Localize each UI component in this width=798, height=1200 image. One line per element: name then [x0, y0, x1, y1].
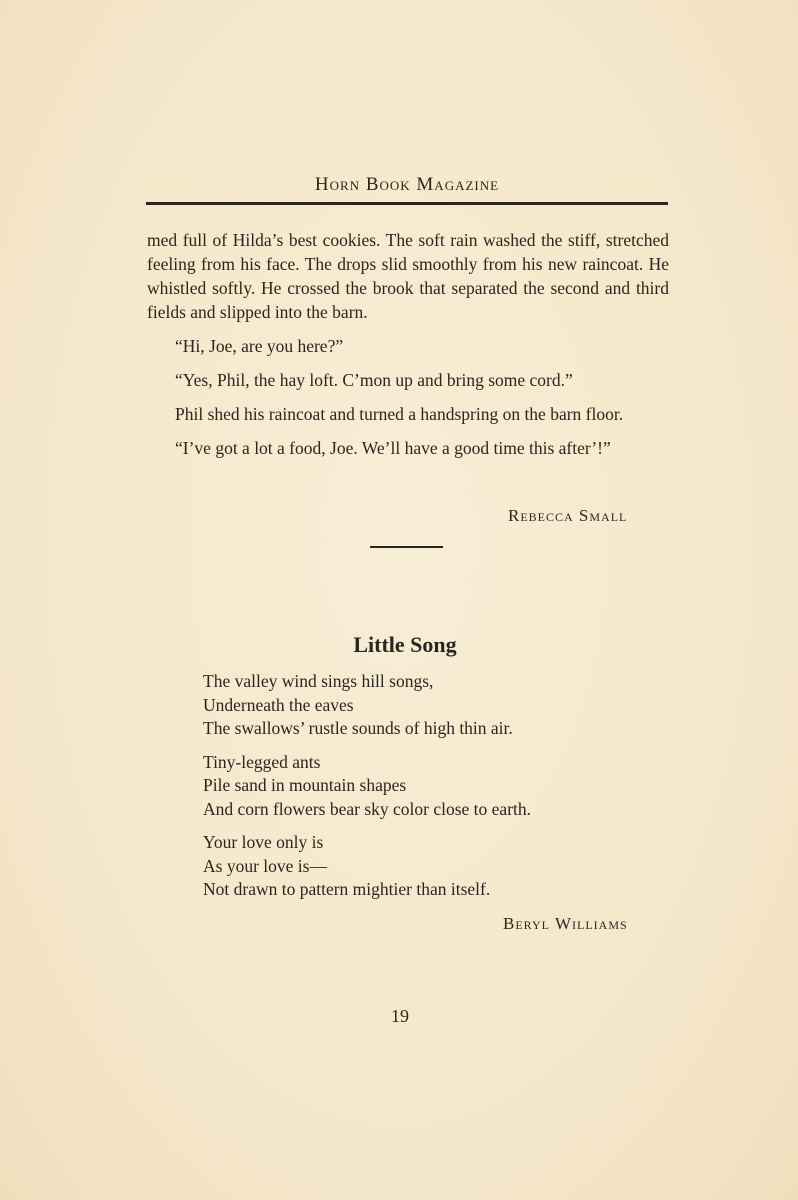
poem-title: Little Song	[353, 632, 457, 657]
poem-line: The valley wind sings hill songs,	[203, 671, 434, 691]
poem-line: The swallows’ rustle sounds of high thin air.	[203, 718, 513, 738]
poem-stanza	[203, 670, 663, 741]
poem-line: Not drawn to pattern mightier than itself.	[203, 879, 491, 899]
story-author: Rebecca Small	[508, 506, 628, 525]
story-paragraph: Phil shed his raincoat and turned a handspring on the barn floor.	[175, 404, 624, 424]
poem-line: As your love is—	[203, 855, 327, 876]
running-header: Horn Book Magazine	[314, 174, 500, 195]
story-paragraph: “I’ve got a lot a food, Joe. We’ll have a good time this after’!”	[175, 438, 611, 458]
header-rule	[146, 202, 668, 205]
poem-line: Underneath the eaves	[203, 694, 354, 715]
poem-body	[203, 670, 663, 912]
poem-line: And corn flowers bear sky color close to earth.	[203, 798, 532, 819]
poem-line: Your love only is	[203, 832, 324, 852]
story-text	[147, 228, 669, 470]
page-number: 19	[391, 1006, 409, 1026]
story-paragraph: “Yes, Phil, the hay loft. C’mon up and bring some cord.”	[175, 370, 573, 390]
poem-line: Tiny-legged ants	[203, 751, 321, 772]
poem-line: Pile sand in mountain shapes	[203, 775, 407, 795]
story-paragraph: “Hi, Joe, are you here?”	[175, 336, 344, 356]
section-divider	[370, 546, 443, 548]
story-paragraph: med full of Hilda’s best cookies. The soft rain washed the stiff, stretched feeling from his face. The drops slid smoothly from his new raincoat. He whistled softly. He crossed the brook that separated the second and third fields and slipped into the barn.	[147, 230, 669, 322]
poem-author: Beryl Williams	[503, 914, 628, 933]
poem-stanza	[203, 751, 663, 822]
poem-stanza	[203, 831, 663, 902]
